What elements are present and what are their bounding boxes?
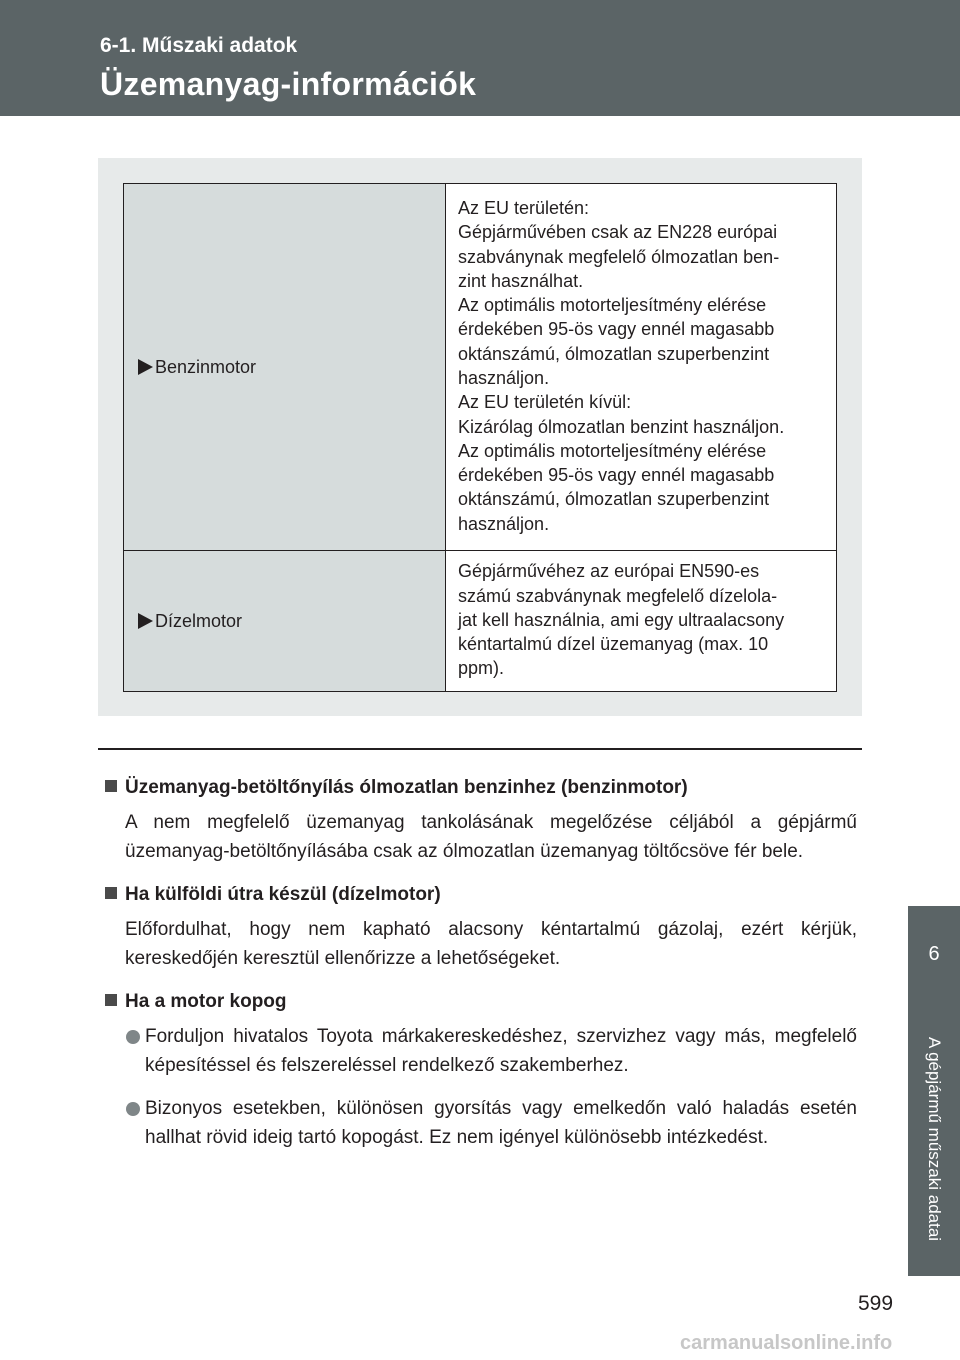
description-line: Az optimális motorteljesítmény elérése (458, 440, 767, 461)
engine-type-label: Dízelmotor (155, 610, 243, 631)
section-text: A nem megfelelő üzemanyag tankolásának megelőzése céljából a gépjármű üzemanyag-betöltőnyílásába csak az ólmozatlan üzemanyag töltőcsöve fér bele. (125, 812, 857, 862)
table-row-petrol (124, 184, 837, 551)
section-text: Előfordulhat, hogy nem kapható alacsony kéntartalmú gázolaj, ezért kérjük, kereskedőjén keresztül ellenőrizze a lehetőségeket. (125, 919, 857, 969)
description-line: érdekében 95-ös vagy ennél magasabb (458, 319, 775, 340)
page-number: 599 (858, 1292, 894, 1315)
description-line: számú szabványnak megfelelő dízelola- (458, 585, 778, 606)
description-line: Kizárólag ólmozatlan benzint használjon. (458, 416, 785, 437)
engine-type-label: Benzinmotor (155, 356, 257, 377)
list-item-text: Forduljon hivatalos Toyota márkakereskedéshez, szervizhez vagy más, megfelelő képesítéssel és felszereléssel rendelkező szakemberhez. (145, 1026, 857, 1076)
watermark: carmanualsonline.info (680, 1332, 893, 1354)
square-bullet-icon (105, 994, 117, 1006)
fuel-description-cell (446, 551, 837, 692)
section-heading-text: Ha külföldi útra készül (dízelmotor) (125, 884, 441, 905)
page-title: Üzemanyag-információk (100, 66, 477, 102)
fuel-description-cell (446, 184, 837, 551)
square-bullet-icon (105, 780, 117, 792)
round-bullet-icon (126, 1030, 140, 1044)
engine-type-cell (124, 551, 446, 692)
description-line: használjon. (458, 513, 550, 534)
description-line: érdekében 95-ös vagy ennél magasabb (458, 465, 775, 486)
description-line: Gépjárművéhez az európai EN590-es (458, 561, 760, 582)
description-line: Az optimális motorteljesítmény elérése (458, 295, 767, 316)
round-bullet-icon (126, 1102, 140, 1116)
description-line: Az EU területén: (458, 197, 590, 218)
triangle-right-icon (138, 359, 153, 375)
section-label: 6-1. Műszaki adatok (100, 34, 298, 57)
section-heading-text: Üzemanyag-betöltőnyílás ólmozatlan benzinhez (benzinmotor) (125, 777, 688, 798)
description-line: Az EU területén kívül: (458, 392, 632, 413)
section-heading (105, 880, 857, 909)
description-line: oktánszámú, ólmozatlan szuperbenzint (458, 489, 770, 510)
list-item (145, 1094, 857, 1152)
description-line: szabványnak megfelelő ólmozatlan ben- (458, 246, 780, 267)
body-content (105, 773, 857, 1152)
chapter-label: A gépjármű műszaki adatai (925, 1036, 944, 1242)
section-heading-text: Ha a motor kopog (125, 991, 287, 1012)
chapter-label-tab (908, 1003, 960, 1276)
section-heading (105, 773, 857, 802)
description-line: kéntartalmú dízel üzemanyag (max. 10 (458, 634, 769, 655)
description-line: oktánszámú, ólmozatlan szuperbenzint (458, 343, 770, 364)
description-line: ppm). (458, 658, 505, 679)
square-bullet-icon (105, 887, 117, 899)
description-line: jat kell használnia, ami egy ultraalacsony (458, 609, 785, 630)
fuel-table (123, 183, 837, 692)
triangle-right-icon (138, 613, 153, 629)
list-item (145, 1022, 857, 1080)
table-row-diesel (124, 551, 837, 692)
description-line: zint használhat. (458, 270, 584, 291)
description-line: használjon. (458, 368, 550, 388)
engine-type-cell (124, 184, 446, 551)
chapter-number-tab: 6 (908, 906, 960, 1003)
description-line: Gépjárművében csak az EN228 európai (458, 222, 778, 243)
page-header (0, 0, 960, 116)
section-heading (105, 987, 857, 1016)
list-item-text: Bizonyos esetekben, különösen gyorsítás vagy emelkedőn való haladás esetén hallhat rövid ideig tartó kopogást. Ez nem igényel különösebb intézkedést. (145, 1098, 857, 1148)
divider (98, 748, 862, 750)
